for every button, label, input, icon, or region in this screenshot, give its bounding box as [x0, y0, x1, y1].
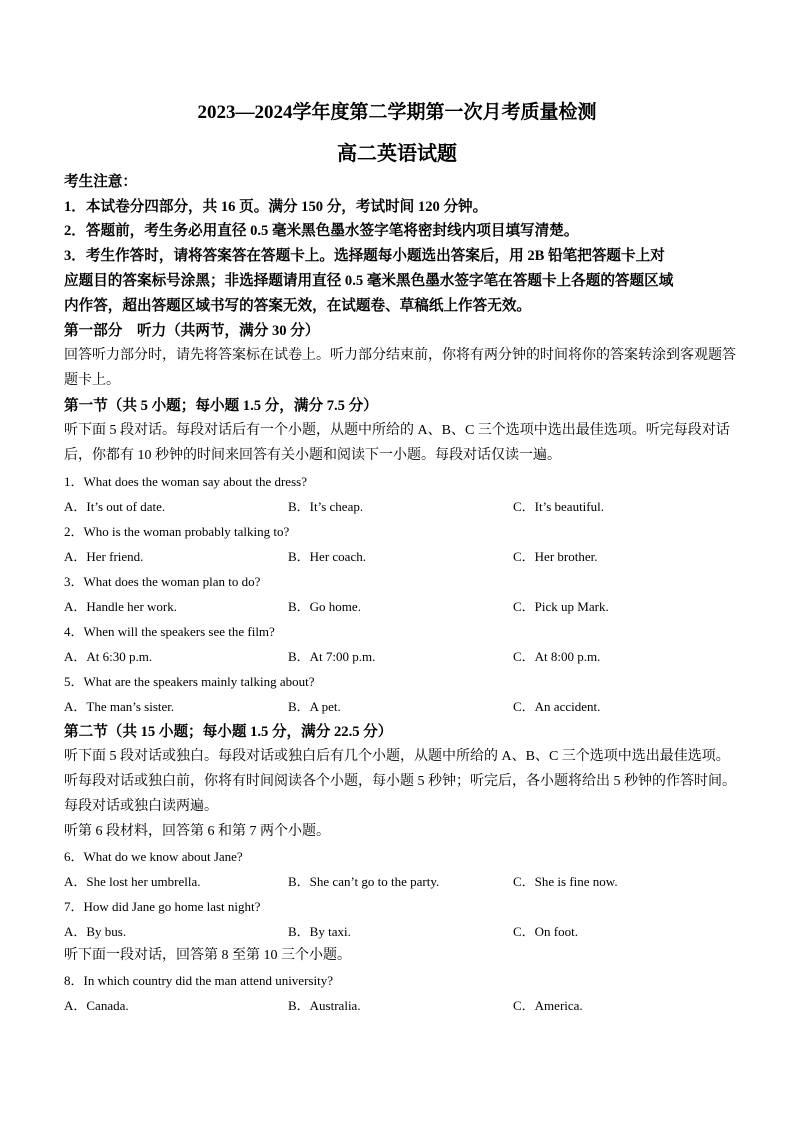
question-1: 1．What does the woman say about the dress?	[64, 474, 307, 489]
question-2: 2．Who is the woman probably talking to?	[64, 524, 290, 539]
notice-item-3-line-2: 应题目的答案标号涂黑；非选择题请用直径 0.5 毫米黑色墨水签字笔在答题卡上各题的答题区域	[64, 273, 674, 289]
question-2-option-a: A．Her friend.	[64, 549, 144, 564]
question-8: 8．In which country did the man attend university?	[64, 973, 333, 988]
question-3-option-b: B．Go home.	[288, 599, 361, 614]
question-1-option-c: C．It’s beautiful.	[513, 499, 604, 514]
question-4: 4．When will the speakers see the film?	[64, 624, 275, 639]
notice-item-3-line-1: 3．考生作答时，请将答案答在答题卡上。选择题每小题选出答案后，用 2B 铅笔把答题卡上对	[64, 248, 665, 264]
question-3-option-c: C．Pick up Mark.	[513, 599, 609, 614]
section1-heading: 第一节（共 5 小题；每小题 1.5 分，满分 7.5 分）	[64, 398, 378, 414]
notice-item-2: 2．答题前，考生务必用直径 0.5 毫米黑色墨水签字笔将密封线内项目填写清楚。	[64, 223, 579, 239]
question-4-option-a: A．At 6:30 p.m.	[64, 649, 153, 664]
exam-title: 2023—2024学年度第二学期第一次月考质量检测	[197, 102, 597, 123]
material-7-instruction: 听下面一段对话，回答第 8 至第 10 三个小题。	[64, 948, 351, 963]
question-3: 3．What does the woman plan to do?	[64, 574, 261, 589]
section2-heading: 第二节（共 15 小题；每小题 1.5 分，满分 22.5 分）	[64, 724, 393, 740]
section2-intro-line-2: 听每段对话或独白前，你将有时间阅读各个小题，每小题 5 秒钟；听完后，各小题将给出 5 秒钟的作答时间。	[64, 774, 736, 789]
section1-intro-line-2: 后，你都有 10 秒钟的时间来回答有关小题和阅读下一小题。每段对话仅读一遍。	[64, 448, 561, 463]
question-2-option-c: C．Her brother.	[513, 549, 598, 564]
section2-intro-line-1: 听下面 5 段对话或独白。每段对话或独白后有几个小题，从题中所给的 A、B、C 三个选项中选出最佳选项。	[64, 749, 730, 764]
part1-intro-line-1: 回答听力部分时，请先将答案标在试卷上。听力部分结束前，你将有两分钟的时间将你的答案转涂到客观题答	[64, 348, 736, 363]
question-6-option-c: C．She is fine now.	[513, 874, 618, 889]
question-5-option-a: A．The man’s sister.	[64, 699, 175, 714]
question-5: 5．What are the speakers mainly talking about?	[64, 674, 315, 689]
part1-heading: 第一部分 听力（共两节，满分 30 分）	[64, 323, 320, 339]
question-8-option-c: C．America.	[513, 998, 583, 1013]
question-6-option-b: B．She can’t go to the party.	[288, 874, 440, 889]
question-4-option-c: C．At 8:00 p.m.	[513, 649, 601, 664]
question-2-option-b: B．Her coach.	[288, 549, 366, 564]
notice-item-1: 1．本试卷分四部分，共 16 页。满分 150 分，考试时间 120 分钟。	[64, 199, 488, 215]
question-8-option-a: A．Canada.	[64, 998, 129, 1013]
part1-intro-line-2: 题卡上。	[64, 373, 120, 388]
notice-item-3-line-3: 内作答，超出答题区域书写的答案无效，在试题卷、草稿纸上作答无效。	[64, 298, 532, 314]
question-1-option-b: B．It’s cheap.	[288, 499, 364, 514]
question-7-option-b: B．By taxi.	[288, 924, 351, 939]
notice-heading: 考生注意：	[64, 174, 137, 190]
material-6-instruction: 听第 6 段材料，回答第 6 和第 7 两个小题。	[64, 824, 330, 839]
question-3-option-a: A．Handle her work.	[64, 599, 177, 614]
question-5-option-c: C．An accident.	[513, 699, 601, 714]
question-4-option-b: B．At 7:00 p.m.	[288, 649, 376, 664]
question-8-option-b: B．Australia.	[288, 998, 361, 1013]
question-6: 6．What do we know about Jane?	[64, 849, 243, 864]
question-5-option-b: B．A pet.	[288, 699, 341, 714]
section1-intro-line-1: 听下面 5 段对话。每段对话后有一个小题，从题中所给的 A、B、C 三个选项中选出最佳选项。听完每段对话	[64, 423, 730, 438]
question-7: 7．How did Jane go home last night?	[64, 899, 261, 914]
section2-intro-line-3: 每段对话或独白读两遍。	[64, 799, 218, 814]
question-7-option-c: C．On foot.	[513, 924, 579, 939]
question-7-option-a: A．By bus.	[64, 924, 127, 939]
question-6-option-a: A．She lost her umbrella.	[64, 874, 201, 889]
question-1-option-a: A．It’s out of date.	[64, 499, 166, 514]
exam-subtitle: 高二英语试题	[337, 143, 457, 165]
